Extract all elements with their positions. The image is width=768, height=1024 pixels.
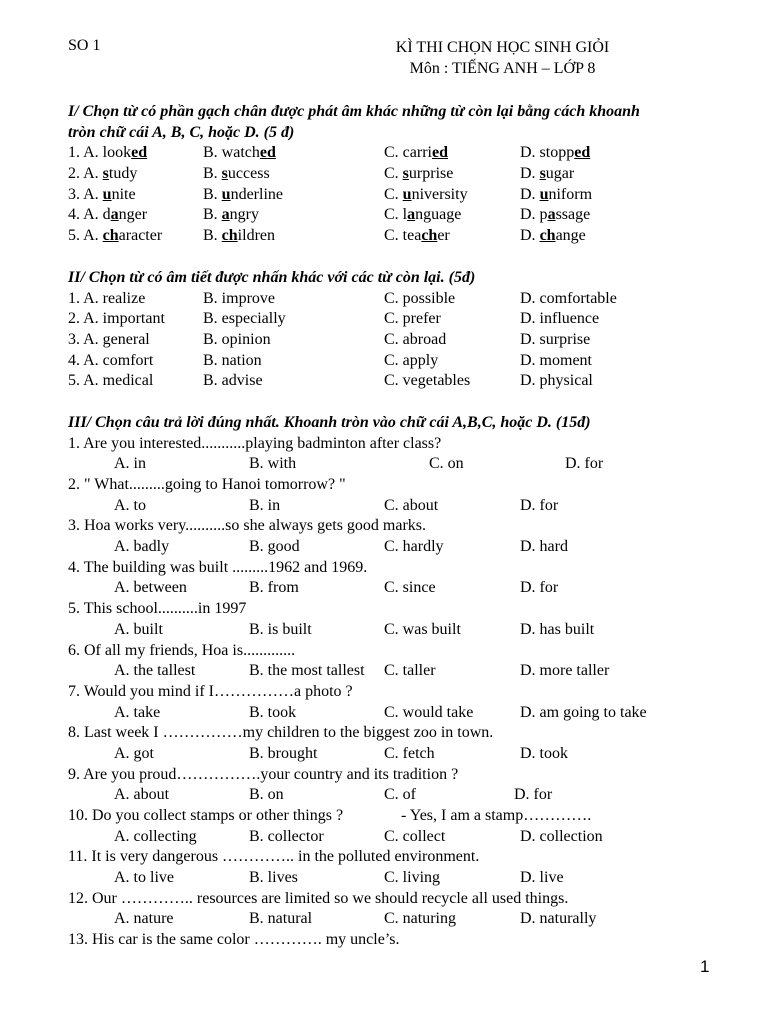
answer-option: D. naturally bbox=[520, 910, 597, 928]
answer-option: D. more taller bbox=[520, 662, 610, 680]
question-row bbox=[68, 371, 708, 392]
question-text bbox=[68, 516, 708, 537]
underlined-part: a bbox=[221, 206, 230, 224]
question-stem: 2. " What.........going to Hanoi tomorrow? " bbox=[68, 476, 346, 493]
option-text: D. p bbox=[520, 206, 548, 224]
option-text: B. bbox=[203, 185, 222, 203]
page-number: 1 bbox=[700, 957, 710, 976]
underlined-part: a bbox=[547, 206, 556, 224]
answer-option: B. collector bbox=[249, 827, 324, 845]
question-stem: 10. Do you collect stamps or other things ? bbox=[68, 807, 344, 824]
question-row bbox=[68, 330, 708, 351]
option-text: nderline bbox=[230, 185, 283, 203]
option-text: 3. A. bbox=[68, 185, 103, 203]
answer-option: D. hard bbox=[520, 538, 568, 556]
options-row bbox=[68, 454, 708, 475]
question-text bbox=[68, 847, 708, 868]
question-stem: 3. Hoa works very..........so she always gets good marks. bbox=[68, 517, 427, 535]
answer-option: B. nation bbox=[203, 351, 262, 369]
underlined-part: ed bbox=[131, 144, 148, 162]
question-text bbox=[68, 930, 708, 951]
answer-option: A. to live bbox=[114, 869, 174, 887]
question-text bbox=[68, 765, 708, 786]
answer-option: C. of bbox=[384, 786, 416, 804]
option-text: nite bbox=[111, 185, 136, 203]
answer-option bbox=[520, 205, 590, 226]
option-text: ildren bbox=[237, 227, 275, 245]
answer-option: A. about bbox=[114, 786, 170, 804]
question-row bbox=[68, 289, 708, 310]
underlined-part: ed bbox=[574, 144, 591, 162]
answer-option: B. good bbox=[249, 538, 300, 556]
answer-option: B. natural bbox=[249, 910, 313, 928]
answer-option: C. prefer bbox=[384, 310, 441, 328]
answer-option: D. comfortable bbox=[520, 289, 617, 307]
option-text: ugar bbox=[545, 165, 575, 183]
option-text: C. carri bbox=[384, 144, 432, 162]
option-text: D. bbox=[520, 165, 540, 183]
question-stem: 5. This school..........in 1997 bbox=[68, 600, 247, 618]
answer-option: A. in bbox=[114, 455, 146, 473]
underlined-part: ch bbox=[221, 227, 238, 245]
exam-subject: Môn : TIẾNG ANH – LỚP 8 bbox=[409, 60, 596, 77]
option-text: B. bbox=[203, 206, 222, 224]
section2-heading: II/ Chọn từ có âm tiết được nhấn khác với các từ còn lại. (5đ) bbox=[68, 268, 476, 286]
question-stem: 13. His car is the same color …………. my uncle’s. bbox=[68, 931, 400, 949]
answer-option: A. take bbox=[114, 703, 161, 721]
answer-option: A. the tallest bbox=[114, 662, 196, 680]
answer-option: 3. A. general bbox=[68, 330, 150, 348]
answer-option: D. for bbox=[514, 786, 553, 804]
underlined-part: u bbox=[102, 185, 112, 203]
option-text: C. bbox=[384, 165, 403, 183]
answer-option: C. collect bbox=[384, 827, 446, 845]
answer-option bbox=[520, 143, 590, 164]
question-stem: 12. Our ………….. resources are limited so we should recycle all used things. bbox=[68, 889, 569, 907]
answer-option: A. badly bbox=[114, 538, 170, 556]
answer-option: C. fetch bbox=[384, 744, 435, 762]
answer-option bbox=[520, 164, 574, 185]
answer-option bbox=[384, 226, 450, 247]
option-text: D. stopp bbox=[520, 144, 575, 162]
option-text: nger bbox=[118, 206, 148, 224]
answer-option: C. naturing bbox=[384, 910, 456, 928]
option-text: ngry bbox=[229, 206, 259, 224]
exam-header bbox=[370, 37, 635, 79]
answer-option: B. advise bbox=[203, 372, 263, 390]
answer-option: D. influence bbox=[520, 310, 600, 328]
underlined-part: u bbox=[221, 185, 231, 203]
answer-option bbox=[384, 164, 453, 185]
question-row bbox=[68, 143, 708, 164]
answer-option: C. about bbox=[384, 496, 439, 514]
answer-option: B. especially bbox=[203, 310, 286, 328]
option-text: tudy bbox=[108, 165, 138, 183]
options-row bbox=[68, 578, 708, 599]
answer-option: C. possible bbox=[384, 289, 456, 307]
answer-option: A. between bbox=[114, 579, 187, 597]
options-row bbox=[68, 537, 708, 558]
options-row bbox=[68, 661, 708, 682]
answer-option: C. would take bbox=[384, 703, 474, 721]
option-text: aracter bbox=[118, 227, 163, 245]
option-text: C. bbox=[384, 185, 403, 203]
answer-option bbox=[384, 143, 448, 164]
answer-option: B. improve bbox=[203, 289, 275, 307]
answer-option: C. hardly bbox=[384, 538, 444, 556]
options-row bbox=[68, 496, 708, 517]
options-row bbox=[68, 703, 708, 724]
underlined-part: s bbox=[539, 165, 546, 183]
option-text: D. bbox=[520, 227, 540, 245]
underlined-part: a bbox=[407, 206, 416, 224]
answer-option: D. physical bbox=[520, 372, 593, 390]
option-text: urprise bbox=[408, 165, 454, 183]
underlined-part: ch bbox=[421, 227, 438, 245]
answer-option: C. was built bbox=[384, 620, 461, 638]
underlined-part: ch bbox=[539, 227, 556, 245]
answer-option: D. for bbox=[565, 455, 604, 473]
answer-option bbox=[68, 205, 147, 226]
question-stem: 6. Of all my friends, Hoa is............. bbox=[68, 641, 296, 659]
question-text bbox=[68, 723, 708, 744]
options-row bbox=[68, 827, 708, 848]
answer-option bbox=[68, 226, 162, 247]
answer-option bbox=[68, 164, 137, 185]
option-text: 5. A. bbox=[68, 227, 103, 245]
answer-option: B. in bbox=[249, 496, 281, 514]
options-row bbox=[68, 620, 708, 641]
option-text: ssage bbox=[555, 206, 591, 224]
question-stem: 1. Are you interested...........playing badminton after class? bbox=[68, 434, 442, 452]
option-text: uccess bbox=[227, 165, 270, 183]
answer-option: B. on bbox=[249, 786, 284, 804]
answer-option: A. built bbox=[114, 620, 163, 638]
answer-option: 5. A. medical bbox=[68, 372, 154, 390]
option-text: ange bbox=[555, 227, 586, 245]
option-text: C. tea bbox=[384, 227, 422, 245]
question-text bbox=[68, 475, 708, 496]
question-row bbox=[68, 164, 708, 185]
answer-option: D. for bbox=[520, 579, 559, 597]
answer-option bbox=[203, 205, 259, 226]
answer-option: A. got bbox=[114, 744, 154, 762]
answer-option: D. has built bbox=[520, 620, 595, 638]
option-text: B. bbox=[203, 227, 222, 245]
answer-option: C. apply bbox=[384, 351, 439, 369]
answer-option: A. collecting bbox=[114, 827, 197, 845]
answer-option bbox=[203, 164, 270, 185]
option-text: nguage bbox=[415, 206, 462, 224]
answer-option: D. took bbox=[520, 744, 568, 762]
option-text: 4. A. d bbox=[68, 206, 111, 224]
answer-option: B. brought bbox=[249, 744, 318, 762]
underlined-part: a bbox=[110, 206, 119, 224]
question-text bbox=[68, 599, 708, 620]
section3-questions bbox=[68, 434, 708, 951]
question-text bbox=[68, 806, 708, 827]
answer-option: B. lives bbox=[249, 869, 298, 887]
underlined-part: ch bbox=[102, 227, 119, 245]
underlined-part: s bbox=[402, 165, 409, 183]
option-text: 2. A. bbox=[68, 165, 103, 183]
question-row bbox=[68, 351, 708, 372]
answer-option: 4. A. comfort bbox=[68, 351, 154, 369]
question-text bbox=[68, 558, 708, 579]
underlined-part: u bbox=[402, 185, 412, 203]
answer-option: D. for bbox=[520, 496, 559, 514]
question-text bbox=[68, 682, 708, 703]
underlined-part: s bbox=[102, 165, 109, 183]
options-row bbox=[68, 909, 708, 930]
underlined-part: u bbox=[539, 185, 549, 203]
option-text: 1. A. look bbox=[68, 144, 132, 162]
answer-option: 1. A. realize bbox=[68, 289, 146, 307]
options-row bbox=[68, 868, 708, 889]
question-row bbox=[68, 309, 708, 330]
question-row bbox=[68, 205, 708, 226]
option-text: niform bbox=[548, 185, 593, 203]
answer-option: A. nature bbox=[114, 910, 174, 928]
question-row bbox=[68, 185, 708, 206]
answer-option: B. is built bbox=[249, 620, 312, 638]
question-row bbox=[68, 226, 708, 247]
answer-option bbox=[384, 205, 461, 226]
answer-option: D. moment bbox=[520, 351, 592, 369]
answer-option bbox=[203, 143, 276, 164]
answer-option: C. taller bbox=[384, 662, 436, 680]
exam-title: KÌ THI CHỌN HỌC SINH GIỎI bbox=[395, 39, 610, 56]
section2-questions bbox=[68, 289, 708, 392]
answer-option: B. opinion bbox=[203, 330, 271, 348]
exam-body bbox=[68, 102, 708, 951]
question-stem: 8. Last week I ……………my children to the biggest zoo in town. bbox=[68, 724, 494, 742]
question-stem: 4. The building was built .........1962 and 1969. bbox=[68, 558, 368, 576]
option-text: D. bbox=[520, 185, 540, 203]
answer-option: D. am going to take bbox=[520, 703, 647, 721]
answer-option: C. on bbox=[429, 455, 464, 473]
section3-heading: III/ Chọn câu trả lời đúng nhất. Khoanh tròn vào chữ cái A,B,C, hoặc D. (15đ) bbox=[68, 413, 591, 431]
answer-option bbox=[520, 226, 586, 247]
answer-option: B. the most tallest bbox=[249, 662, 365, 680]
answer-option: C. abroad bbox=[384, 330, 447, 348]
underlined-part: s bbox=[221, 165, 228, 183]
answer-option: A. to bbox=[114, 496, 146, 514]
question-stem: 11. It is very dangerous ………….. in the polluted environment. bbox=[68, 848, 480, 866]
question-text bbox=[68, 889, 708, 910]
answer-option: D. collection bbox=[520, 827, 603, 845]
answer-option: B. from bbox=[249, 579, 299, 597]
answer-option: C. living bbox=[384, 869, 441, 887]
answer-option bbox=[203, 185, 283, 206]
answer-option: 2. A. important bbox=[68, 310, 165, 328]
answer-option bbox=[520, 185, 592, 206]
option-text: B. watch bbox=[203, 144, 260, 162]
underlined-part: ed bbox=[259, 144, 276, 162]
answer-option bbox=[68, 143, 147, 164]
answer-option bbox=[68, 185, 136, 206]
options-row bbox=[68, 785, 708, 806]
answer-option bbox=[384, 185, 468, 206]
underlined-part: ed bbox=[431, 144, 448, 162]
question-stem: 7. Would you mind if I……………a photo ? bbox=[68, 682, 353, 700]
answer-option: C. vegetables bbox=[384, 372, 471, 390]
section1-heading: I/ Chọn từ có phần gạch chân được phát âm khác những từ còn lại bằng cách khoanh bbox=[68, 103, 640, 120]
answer-option: B. took bbox=[249, 703, 297, 721]
answer-option: D. surprise bbox=[520, 330, 591, 348]
option-text: C. l bbox=[384, 206, 408, 224]
exam-code: SO 1 bbox=[68, 37, 101, 54]
question-text bbox=[68, 434, 708, 455]
answer-option: C. since bbox=[384, 579, 436, 597]
option-text: B. bbox=[203, 165, 222, 183]
option-text: er bbox=[437, 227, 450, 245]
answer-option: B. with bbox=[249, 455, 297, 473]
answer-option bbox=[203, 226, 275, 247]
section1-questions bbox=[68, 143, 708, 246]
section1-heading-cont: tròn chữ cái A, B, C, hoặc D. (5 đ) bbox=[68, 123, 295, 141]
question-answer-prompt: - Yes, I am a stamp…………. bbox=[401, 807, 592, 824]
option-text: niversity bbox=[411, 185, 468, 203]
question-text bbox=[68, 641, 708, 662]
options-row bbox=[68, 744, 708, 765]
answer-option: D. live bbox=[520, 869, 564, 887]
question-stem: 9. Are you proud…………….your country and its tradition ? bbox=[68, 765, 459, 783]
